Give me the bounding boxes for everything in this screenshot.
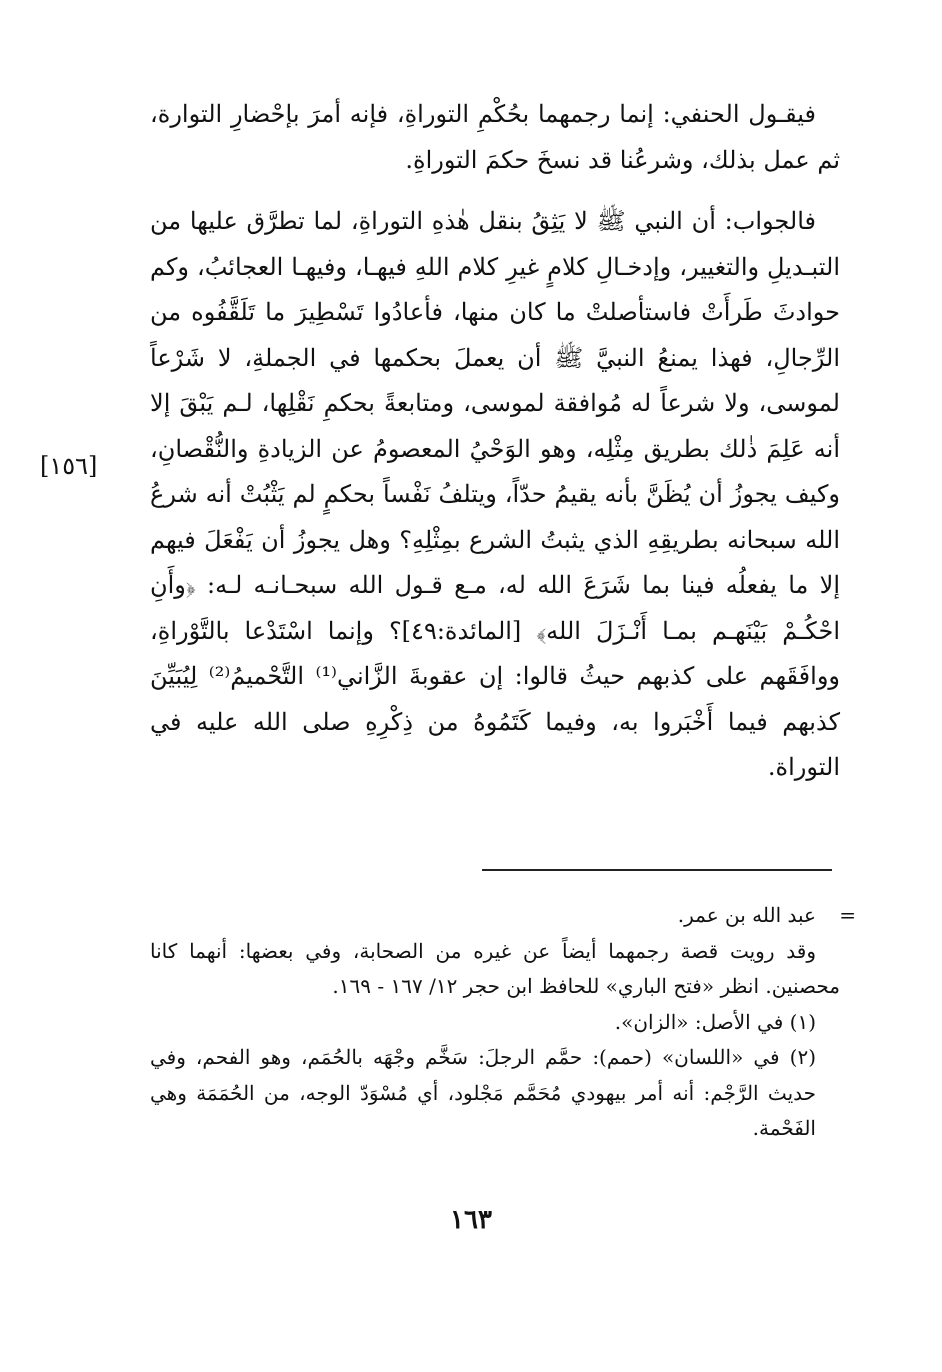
continuation-text: عبد الله بن عمر. <box>677 903 816 927</box>
main-text-block <box>150 92 840 791</box>
page-number: ١٦٣ <box>450 1205 492 1235</box>
footnote-continuation <box>150 898 856 934</box>
paragraph-hanafi-claim: فيقـول الحنفي: إنما رجمهما بحُكْمِ التوراةِ، فإنه أمرَ بإحْضارِ التوارة، ثم عمل بذلك، وشرعُنا قد نسخَ حكمَ التوراةِ. <box>150 100 840 174</box>
paragraph-answer: فالجواب: أن النبي ﷺ لا يَثِقُ بنقل هٰذهِ التوراةِ، لما تطرَّق عليها من التبـديلِ والتغيير، وإدخـالِ كلامٍ غيرِ كلام اللهِ فيهـا، وفيهـا العجائبُ، وكم حوادثَ طَرأَتْ فاستأصلتْ ما كان منها، فأعادُوا تَسْطِيرَ ما تَلَقَّفُوه من الرِّجالِ، فهذا يمنعُ النبيَّ ﷺ أن يعملَ بحكمها في الجملةِ، لا شَرْعاً لموسى، ولا شرعاً له مُوافقة لموسى، ومتابعةً بحكمِ نَقْلِها، لـم يَبْقَ إلا أنه عَلِمَ ذٰلك بطريق مِثْلِه، وهو الوَحْيُ المعصومُ عن الزيادةِ والنُّقْصانِ، وكيف يجوزُ أن يُظَنَّ بأنه يقيمُ حدّاً، ويتلفُ نَفْساً بحكمٍ لم يَثْبُتْ أنه شرعُ الله سبحانه بطريقِهِ الذي يثبتُ الشرع بمِثْلِهِ؟ وهل يجوزُ أن يَفْعَلَ فيهم إلا ما يفعلُه فينا بما شَرَعَ الله له، مـع قـول الله سبحـانـه لـه: ﴿وأَنِ احْكُـمْ بَيْنَهـم بمـا أَنْـزَلَ الله﴾ [المائدة:٤٩]؟ وإنما اسْتَدْعا بالتَّوْراةِ، ووافَقَهم على كذبهم حيثُ قالوا: إن عقوبةَ الزَّاني⁽¹⁾ التَّحْميمُ⁽²⁾ لِيُبَيِّنَ كذبهم فيما أَخْبَروا به، وفيما كَتَمُوهُ من ذِكْرِهِ صلى الله عليه في التوراة. <box>150 207 841 781</box>
footnote-paragraph: وقد رويت قصة رجمهما أيضاً عن غيره من الصحابة، وفي بعضها: أنهما كانا محصنين. انظر «فتح الباري» للحافظ ابن حجر ١٢/ ١٦٧ - ١٦٩. <box>150 938 840 998</box>
original-page-marker: [١٥٦] <box>40 452 98 480</box>
footnote-1: (١) في الأصل: «الزان». <box>614 1009 816 1034</box>
footnote-2: (٢) في «اللسان» (حمم): حمَّم الرجلَ: سَخَّم وجْهَه بالحُمَم، وهو الفحم، وفي حديث الرَّجْم: أنه أمر بيهودي مُحَمَّم مَجْلود، أي مُسْوَدّ الوجه، من الحُمَمَة وهي الفَحْمة. <box>150 1045 816 1140</box>
footnote-separator <box>482 869 832 871</box>
continuation-mark: = <box>839 903 856 927</box>
footnotes-block <box>150 898 856 1147</box>
